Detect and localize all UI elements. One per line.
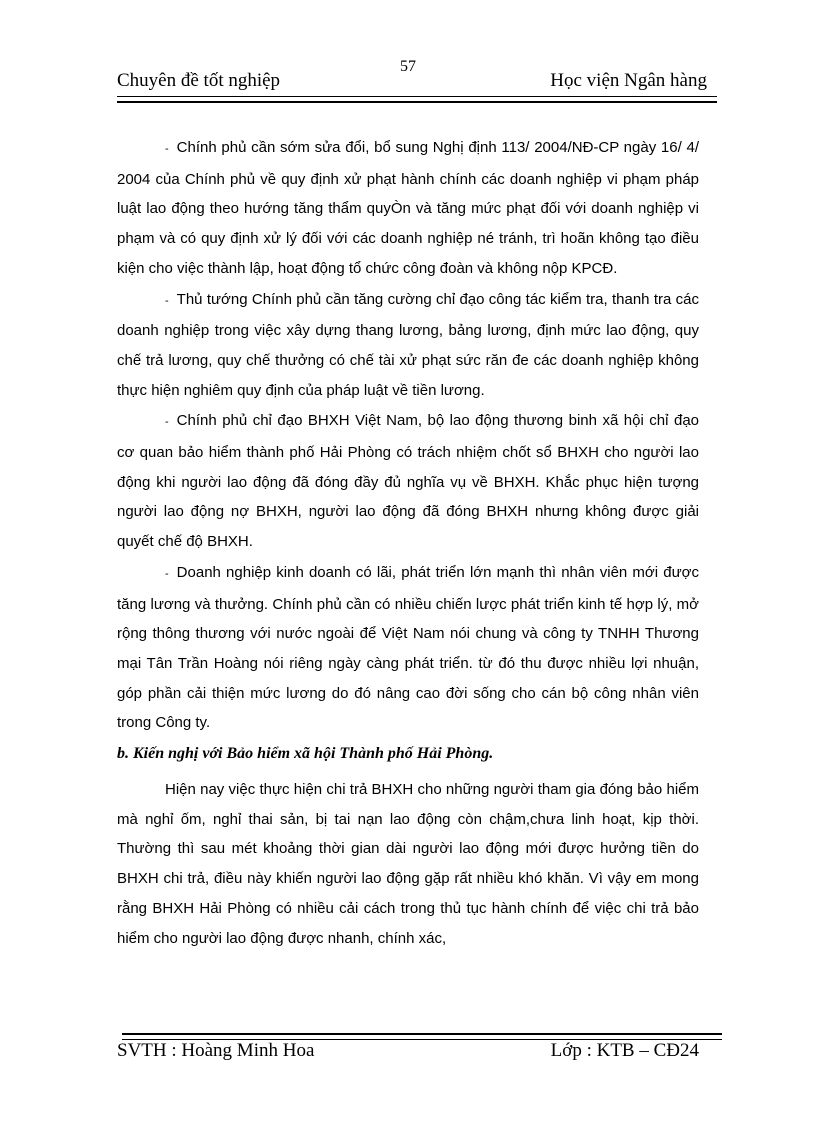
bullet-dash: - xyxy=(165,416,169,429)
paragraph-social-insurance-direction xyxy=(117,406,699,557)
footer-student-name: SVTH : Hoàng Minh Hoa xyxy=(117,1040,315,1061)
page-number: 57 xyxy=(400,58,416,75)
header-institution: Học viện Ngân hàng xyxy=(550,70,707,91)
paragraph-business-growth xyxy=(117,558,699,738)
page-header xyxy=(117,70,707,94)
page-footer xyxy=(117,1040,699,1066)
document-body xyxy=(117,133,699,954)
paragraph-government-decree xyxy=(117,133,699,284)
paragraph-insurance-payment: Hiện nay việc thực hiện chi trả BHXH cho những người tham gia đóng bảo hiểm mà nghỉ ốm, nghỉ thai sản, bị tai nạn lao động còn chậm,chưa linh hoạt, kịp thời. Thường thì sau mét khoảng thời gian dài người lao động mới được hưởng tiền do BHXH chi trả, điều này khiến người lao động gặp rất nhiều khó khăn. Vì vậy em mong rằng BHXH Hải Phòng có nhiều cải cách trong thủ tục hành chính để việc chi trả bảo hiểm cho người lao động được nhanh, chính xác, xyxy=(117,781,699,947)
bullet-dash: - xyxy=(165,143,169,155)
paragraph-text: Thủ tướng Chính phủ cần tăng cường chỉ đạo công tác kiểm tra, thanh tra các doanh nghiệp trong việc xây dựng thang lương, bảng lương, định mức lao động, quy chế trả lương, quy chế thưởng có chế tài xử phạt sức răn đe các doanh nghiệp không thực hiện nghiêm quy định của pháp luật về tiền lương. xyxy=(117,290,699,399)
bullet-dash: - xyxy=(165,294,169,307)
footer-divider xyxy=(122,1033,722,1040)
footer-class: Lớp : KTB – CĐ24 xyxy=(550,1040,699,1061)
paragraph-text: Doanh nghiệp kinh doanh có lãi, phát triển lớn mạnh thì nhân viên mới được tăng lương và thưởng. Chính phủ cần có nhiều chiến lược phát triển kinh tế hợp lý, mở rộng thông thương với nước ngoài để Việt Nam nói chung và công ty TNHH Thương mại Tân Trần Hoàng nói riêng ngày càng phát triển. từ đó thu được nhiều lợi nhuận, góp phần cải thiện mức lương do đó nâng cao đời sống cho cán bộ công nhân viên trong Công ty. xyxy=(117,563,699,732)
section-heading: b. Kiến nghị với Bảo hiểm xã hội Thành phố Hải Phòng. xyxy=(117,745,494,763)
header-divider xyxy=(117,96,717,103)
bullet-dash: - xyxy=(165,567,169,580)
paragraph-text: Chính phủ chỉ đạo BHXH Việt Nam, bộ lao động thương binh xã hội chỉ đạo cơ quan bảo hiểm thành phố Hải Phòng có trách nhiệm chốt sổ BHXH cho người lao động khi người lao động đã đóng đầy đủ nghĩa vụ về BHXH. Khắc phục hiện tượng người lao động nợ BHXH, người lao động đã đóng BHXH nhưng không được giải quyết chế độ BHXH. xyxy=(117,412,699,551)
paragraph-text: Chính phủ cần sớm sửa đổi, bổ sung Nghị định 113/ 2004/NĐ-CP ngày 16/ 4/ 2004 của Chính phủ về quy định xử phạt hành chính các doanh nghiệp vi phạm pháp luật lao động theo hướng tăng thẩm quyÒn và tăng mức phạt đối với doanh nghiệp vi phạm và có quy định xử lý đối với các doanh nghiệp né tránh, trì hoãn không tạo điều kiện cho việc thành lập, hoạt động tổ chức công đoàn và không nộp KPCĐ. xyxy=(117,139,699,277)
header-document-title: Chuyên đề tốt nghiệp xyxy=(117,70,281,91)
paragraph-prime-minister-inspection xyxy=(117,285,699,406)
